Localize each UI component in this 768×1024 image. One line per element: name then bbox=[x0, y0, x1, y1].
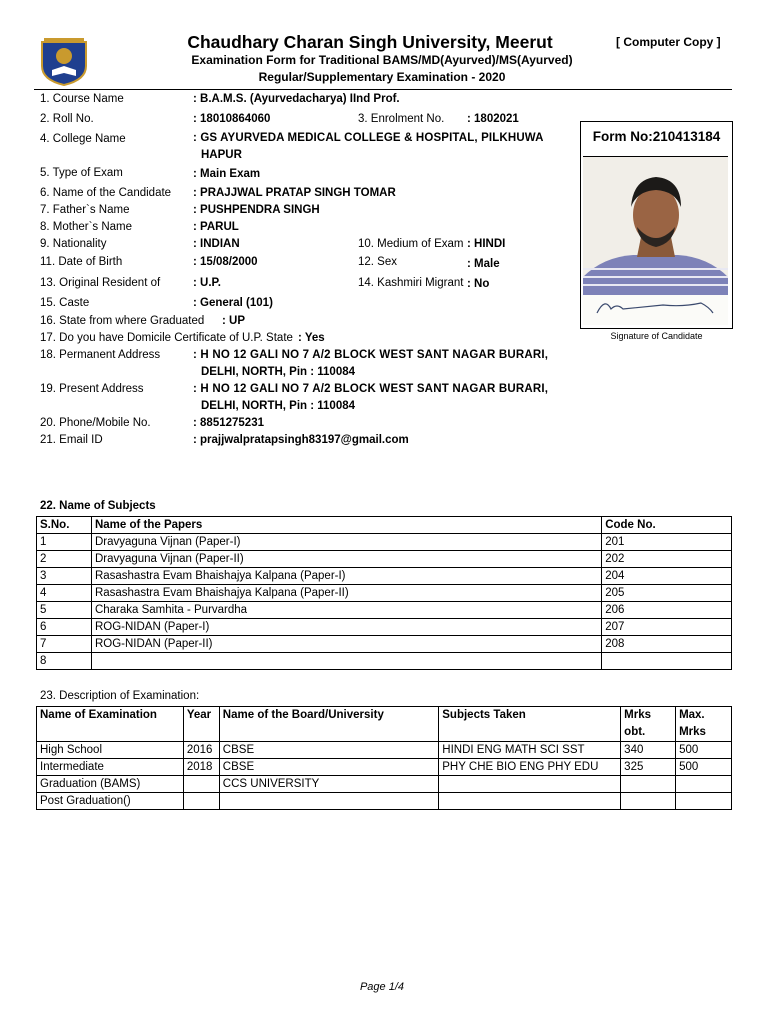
table-row bbox=[37, 793, 732, 810]
table-cell: PHY CHE BIO ENG PHY EDU bbox=[439, 759, 621, 776]
table-cell: 208 bbox=[602, 636, 732, 653]
table-row bbox=[37, 568, 732, 585]
table-cell: 8 bbox=[37, 653, 92, 670]
page-number: Page 1/4 bbox=[359, 981, 405, 993]
table-cell: ROG-NIDAN (Paper-I) bbox=[91, 619, 601, 636]
column-header: Name of the Papers bbox=[91, 517, 601, 534]
date-of-birth-label: 11. Date of Birth bbox=[40, 256, 123, 268]
table-cell: 204 bbox=[602, 568, 732, 585]
graduated-state-label: 16. State from where Graduated bbox=[40, 315, 205, 327]
table-row bbox=[37, 742, 732, 759]
enrolment-no-label: 3. Enrolment No. bbox=[358, 113, 445, 125]
table-cell: CBSE bbox=[219, 759, 438, 776]
candidate-name-label: 6. Name of the Candidate bbox=[40, 187, 172, 199]
table-row bbox=[37, 636, 732, 653]
exam-form-subtitle: Examination Form for Traditional BAMS/MD(Ayurved)/MS(Ayurved) bbox=[191, 53, 573, 67]
graduated-state-value: : UP bbox=[222, 315, 245, 327]
permanent-address-value: : H NO 12 GALI NO 7 A/2 BLOCK WEST SANT NAGAR BURARI, bbox=[193, 349, 549, 361]
type-of-exam-label: 5. Type of Exam bbox=[40, 167, 123, 179]
table-cell: High School bbox=[37, 742, 184, 759]
table-cell: Intermediate bbox=[37, 759, 184, 776]
present-address-value: : H NO 12 GALI NO 7 A/2 BLOCK WEST SANT NAGAR BURARI, bbox=[193, 383, 549, 395]
table-cell: 5 bbox=[37, 602, 92, 619]
table-row bbox=[37, 619, 732, 636]
exam-session-subtitle: Regular/Supplementary Examination - 2020 bbox=[258, 70, 506, 84]
table-cell: Charaka Samhita - Purvardha bbox=[91, 602, 601, 619]
table-cell: 2018 bbox=[183, 759, 219, 776]
column-header: Mrks obt. bbox=[621, 707, 676, 742]
computer-copy-tag: [ Computer Copy ] bbox=[616, 35, 721, 49]
type-of-exam-value: : Main Exam bbox=[193, 168, 261, 180]
header-divider bbox=[34, 89, 732, 90]
table-row bbox=[37, 534, 732, 551]
table-cell bbox=[621, 776, 676, 793]
table-cell: 2 bbox=[37, 551, 92, 568]
original-resident-value: : U.P. bbox=[193, 277, 221, 289]
caste-value: : General (101) bbox=[193, 297, 273, 309]
sex-value: : Male bbox=[467, 258, 500, 270]
phone-label: 20. Phone/Mobile No. bbox=[40, 417, 151, 429]
table-cell: 7 bbox=[37, 636, 92, 653]
college-name-value-line2: HAPUR bbox=[201, 149, 242, 161]
phone-value: : 8851275231 bbox=[193, 417, 264, 429]
caste-label: 15. Caste bbox=[40, 297, 90, 309]
signature-caption: Signature of Candidate bbox=[610, 331, 703, 341]
subjects-table bbox=[36, 516, 732, 670]
college-name-label: 4. College Name bbox=[40, 133, 126, 145]
table-cell bbox=[621, 793, 676, 810]
table-cell bbox=[439, 776, 621, 793]
nationality-value: : INDIAN bbox=[193, 238, 240, 250]
subjects-heading: 22. Name of Subjects bbox=[40, 500, 156, 512]
table-row bbox=[37, 759, 732, 776]
table-cell bbox=[676, 793, 732, 810]
table-cell bbox=[91, 653, 601, 670]
email-label: 21. Email ID bbox=[40, 434, 103, 446]
kashmiri-migrant-value: : No bbox=[467, 278, 490, 290]
photo-box bbox=[580, 121, 733, 329]
table-cell bbox=[439, 793, 621, 810]
table-cell bbox=[183, 793, 219, 810]
table-cell: 4 bbox=[37, 585, 92, 602]
table-row bbox=[37, 602, 732, 619]
sex-label: 12. Sex bbox=[358, 256, 397, 268]
table-cell: Rasashastra Evam Bhaishajya Kalpana (Paper-II) bbox=[91, 585, 601, 602]
column-header: Year bbox=[183, 707, 219, 742]
table-row bbox=[37, 653, 732, 670]
column-header: Name of Examination bbox=[37, 707, 184, 742]
course-name-label: 1. Course Name bbox=[40, 93, 124, 105]
table-cell: Dravyaguna Vijnan (Paper-II) bbox=[91, 551, 601, 568]
date-of-birth-value: : 15/08/2000 bbox=[193, 256, 258, 268]
table-cell: 202 bbox=[602, 551, 732, 568]
table-cell: 3 bbox=[37, 568, 92, 585]
table-cell: Graduation (BAMS) bbox=[37, 776, 184, 793]
course-name-value: : B.A.M.S. (Ayurvedacharya) IInd Prof. bbox=[193, 93, 400, 105]
table-cell bbox=[602, 653, 732, 670]
father-name-label: 7. Father`s Name bbox=[40, 204, 130, 216]
roll-no-label: 2. Roll No. bbox=[40, 113, 94, 125]
domicile-value: : Yes bbox=[298, 332, 325, 344]
domicile-label: 17. Do you have Domicile Certificate of U.P. State bbox=[40, 332, 293, 344]
column-header: Max. Mrks bbox=[676, 707, 732, 742]
table-cell: 207 bbox=[602, 619, 732, 636]
candidate-name-value: : PRAJJWAL PRATAP SINGH TOMAR bbox=[193, 187, 396, 199]
roll-no-value: : 18010864060 bbox=[193, 113, 271, 125]
table-cell: Post Graduation() bbox=[37, 793, 184, 810]
medium-of-exam-label: 10. Medium of Exam bbox=[358, 238, 464, 250]
table-cell: 340 bbox=[621, 742, 676, 759]
table-cell bbox=[219, 793, 438, 810]
table-cell bbox=[676, 776, 732, 793]
table-cell: 201 bbox=[602, 534, 732, 551]
table-cell bbox=[183, 776, 219, 793]
column-header: Name of the Board/University bbox=[219, 707, 438, 742]
permanent-address-label: 18. Permanent Address bbox=[40, 349, 161, 361]
table-cell: HINDI ENG MATH SCI SST bbox=[439, 742, 621, 759]
table-cell: CBSE bbox=[219, 742, 438, 759]
candidate-photo bbox=[583, 156, 728, 325]
table-cell: Rasashastra Evam Bhaishajya Kalpana (Paper-I) bbox=[91, 568, 601, 585]
examinations-table bbox=[36, 706, 732, 810]
table-row bbox=[37, 776, 732, 793]
present-address-label: 19. Present Address bbox=[40, 383, 144, 395]
column-header: Subjects Taken bbox=[439, 707, 621, 742]
table-row bbox=[37, 551, 732, 568]
table-cell: Dravyaguna Vijnan (Paper-I) bbox=[91, 534, 601, 551]
college-name-value: : GS AYURVEDA MEDICAL COLLEGE & HOSPITAL, PILKHUWA bbox=[193, 132, 544, 144]
table-cell: 500 bbox=[676, 742, 732, 759]
enrolment-no-value: : 1802021 bbox=[467, 113, 519, 125]
original-resident-label: 13. Original Resident of bbox=[40, 277, 161, 289]
column-header: Code No. bbox=[602, 517, 732, 534]
table-cell: 500 bbox=[676, 759, 732, 776]
form-number: Form No:210413184 bbox=[592, 129, 721, 144]
permanent-address-value-line2: DELHI, NORTH, Pin : 110084 bbox=[201, 366, 356, 378]
exams-heading: 23. Description of Examination: bbox=[40, 690, 200, 702]
table-cell: 325 bbox=[621, 759, 676, 776]
mother-name-value: : PARUL bbox=[193, 221, 239, 233]
exams-header-row bbox=[37, 707, 732, 742]
medium-of-exam-value: : HINDI bbox=[467, 238, 506, 250]
table-cell: 206 bbox=[602, 602, 732, 619]
table-cell: ROG-NIDAN (Paper-II) bbox=[91, 636, 601, 653]
table-cell: 205 bbox=[602, 585, 732, 602]
mother-name-label: 8. Mother`s Name bbox=[40, 221, 133, 233]
column-header: S.No. bbox=[37, 517, 92, 534]
nationality-label: 9. Nationality bbox=[40, 238, 107, 250]
table-cell: 6 bbox=[37, 619, 92, 636]
university-title: Chaudhary Charan Singh University, Meerut bbox=[187, 32, 553, 52]
subjects-header-row bbox=[37, 517, 732, 534]
email-value: : prajjwalpratapsingh83197@gmail.com bbox=[193, 434, 409, 446]
table-cell: 2016 bbox=[183, 742, 219, 759]
table-cell: CCS UNIVERSITY bbox=[219, 776, 438, 793]
table-cell: 1 bbox=[37, 534, 92, 551]
present-address-value-line2: DELHI, NORTH, Pin : 110084 bbox=[201, 400, 356, 412]
kashmiri-migrant-label: 14. Kashmiri Migrant bbox=[358, 277, 464, 289]
table-row bbox=[37, 585, 732, 602]
father-name-value: : PUSHPENDRA SINGH bbox=[193, 204, 320, 216]
